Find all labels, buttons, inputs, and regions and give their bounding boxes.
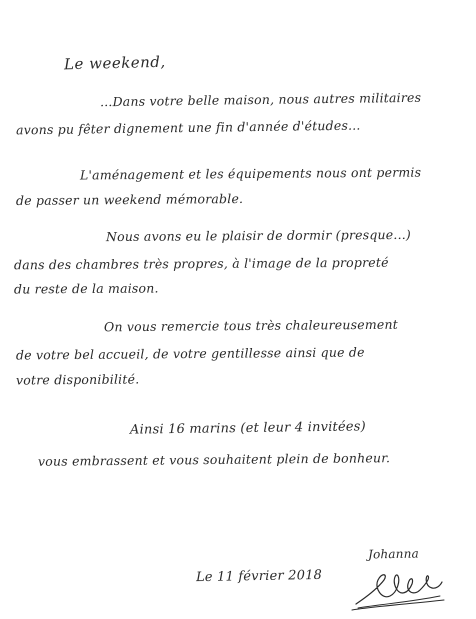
letter-line: Ainsi 16 marins (et leur 4 invitées)	[129, 419, 366, 438]
letter-line: de votre bel accueil, de votre gentillesse ainsi que de	[15, 344, 365, 363]
letter-line: du reste de la maison.	[13, 280, 159, 297]
letter-line: ...Dans votre belle maison, nous autres militaires	[99, 89, 422, 110]
letter-line: de passer un weekend mémorable.	[15, 191, 244, 208]
letter-date: Le 11 février 2018	[195, 567, 323, 586]
letter-line: avons pu fêter dignement une fin d'année d'études...	[15, 117, 361, 138]
letter-line: vous embrassent et vous souhaitent plein de bonheur.	[37, 450, 391, 469]
letter-line: L'aménagement et les équipements nous ont permis	[79, 164, 422, 183]
letter-greeting: Le weekend,	[63, 52, 166, 74]
signer-name: Johanna	[367, 546, 420, 562]
handwritten-signature	[348, 566, 448, 614]
letter-line: dans des chambres très propres, à l'image de la propreté	[13, 254, 389, 273]
letter-line: votre disponibilité.	[15, 371, 140, 388]
letter-line: On vous remercie tous très chaleureusement	[103, 316, 399, 335]
letter-line: Nous avons eu le plaisir de dormir (presque...)	[105, 226, 412, 245]
